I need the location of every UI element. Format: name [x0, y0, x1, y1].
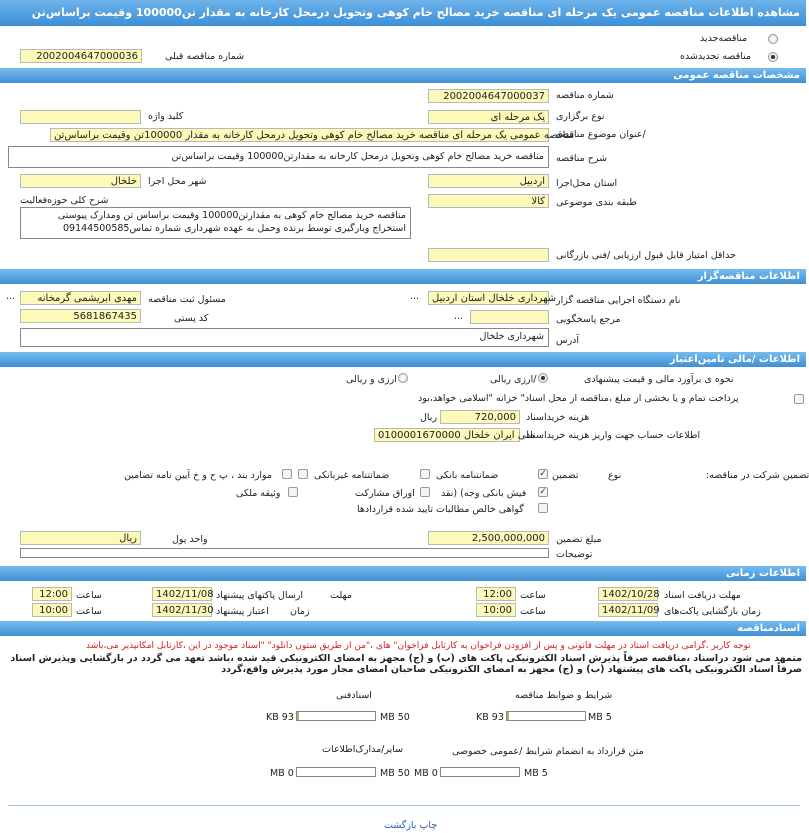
receive-date-field[interactable]: 1402/10/28 — [598, 587, 658, 601]
organization-field[interactable]: شهرداری خلخال استان اردبیل — [428, 291, 549, 305]
other-guarantee-label: موارد بند ، پ ح و خ آیین نامه تضامین — [124, 470, 273, 481]
tender-type-label: نوع برگزاری — [556, 111, 605, 122]
validity-label-b: اعتبار پیشنهاد — [216, 606, 269, 617]
currency-field[interactable]: ریال — [20, 531, 141, 545]
conditions-label: شرایط و ضوابط مناقصه — [515, 690, 613, 701]
footer-links — [384, 820, 437, 832]
city-field[interactable]: خلخال — [20, 174, 141, 188]
opening-time-field[interactable]: 10:00 — [476, 603, 516, 617]
technical-docs-progress-fill — [297, 712, 299, 720]
other-docs-progress — [296, 767, 376, 777]
validity-time-field[interactable]: 10:00 — [32, 603, 72, 617]
tender-type-field[interactable]: یک مرحله ای — [428, 110, 549, 124]
registrar-ellipsis[interactable]: ... — [6, 291, 16, 302]
tender-number-field[interactable]: 2002004647000037 — [428, 89, 549, 103]
postal-code-field[interactable]: 5681867435 — [20, 309, 141, 323]
cert-label: گواهی خالص مطالبات تایید شده قراردادها — [357, 504, 524, 515]
technical-docs-max: 50 MB — [380, 712, 410, 723]
guarantee-amount-label: مبلغ تضمین — [556, 534, 602, 545]
tazmin-label: تضمین — [552, 470, 579, 481]
subject-label: /عنوان موضوع مناقصه — [556, 129, 646, 140]
category-label: طبقه بندی موضوعی — [556, 197, 637, 208]
keyword-label: کلید واژه — [148, 111, 184, 122]
currency-label: واحد پول — [172, 534, 208, 545]
address-label: آدرس — [556, 335, 580, 346]
conditions-progress — [506, 711, 586, 721]
other-docs-max: 50 MB — [380, 768, 410, 779]
activity-scope-field[interactable]: مناقصه خرید مصالح خام کوهی به مقدارتن100000 وقیمت براساس تن ومدارک پیوستی استخراج وبارگیری توسط برنده وحمل به عهده شهرداری شماره تماس09144500585 — [20, 207, 411, 239]
technical-docs-size: 93 KB — [266, 712, 294, 723]
doc-price-unit: ریال — [420, 412, 438, 423]
signature-note: متمهد می شود دراسناد ،مناقصه صرفاً پذیرش اسناد الکترونیکی پاکت های (ب) و (ج) مجهز به امضای الکترونیکی قید شده ،باشد تعهد می گردد در بازگشایی وپذیرش اسناد صرفاً اسناد الکترونیکی پاکت های پیشنهاد (ب) و (ج) مجهز به امضای الکترونیکی صاحبان امضای مجاز مورد پذیرش واقع،گردد — [10, 653, 802, 675]
cert-checkbox[interactable] — [538, 503, 548, 513]
send-time-field[interactable]: 12:00 — [32, 587, 72, 601]
send-deadline-label-a: مهلت — [330, 590, 352, 601]
opening-label: زمان بازگشایی پاکت‌های — [664, 606, 761, 617]
send-time-word: ساعت — [76, 590, 102, 601]
conditions-max: 5 MB — [588, 712, 612, 723]
radio-rial[interactable] — [538, 373, 548, 383]
send-deadline-label-b: ارسال پاکتهای پیشنهاد — [216, 590, 304, 601]
validity-time-word: ساعت — [76, 606, 102, 617]
reference-label: مرجع پاسخگویی — [556, 314, 621, 325]
window-title: مشاهده اطلاعات مناقصه عمومی یک مرحله ای مناقصه خرید مصالح خام کوهی وتحویل درمحل کارخانه به مقدار تن100000 وقیمت براساس‌تن — [0, 0, 806, 26]
rial-option-label: /ارزی ریالی — [490, 374, 537, 385]
send-date-field[interactable]: 1402/11/08 — [152, 587, 212, 601]
description-label: شرح مناقصه — [556, 153, 608, 164]
other-guarantee-checkbox[interactable] — [282, 469, 292, 479]
reference-ellipsis[interactable]: ... — [454, 311, 464, 322]
province-label: استان محل‌اجرا — [556, 178, 618, 189]
section-documents-header: اسنادمناقصه — [0, 621, 806, 636]
fx-option-label: ارزی و ریالی — [346, 374, 397, 385]
organization-label: نام دستگاه اجرایی مناقصه گزار — [556, 295, 681, 306]
conditions-size: 93 KB — [476, 712, 504, 723]
documents-note: توجه کاربر ،گرامی دریافت اسناد در مهلت قانونی و پس از افزودن فراخوان به کارتابل فراخوان" های ،"من از طریق ستون دانلود" "اسناد موجود در این ،کارتابل امکانپذیر می،باشد — [86, 641, 751, 651]
account-label: اطلاعات حساب جهت واریز هزینه خرید‌اسناد — [526, 430, 701, 441]
keyword-field[interactable] — [20, 110, 141, 124]
cash-label: فیش بانکی وجه) (نقد — [441, 488, 527, 499]
section-organizer-header: اطلاعات مناقصه‌گزار — [0, 269, 806, 284]
treasury-note: پرداخت تمام و یا بخشی از مبلغ ،مناقصه از محل اسناد" خزانه "اسلامی خواهد،بود — [418, 393, 739, 404]
bonds-checkbox[interactable] — [420, 487, 430, 497]
radio-renewed-tender[interactable] — [768, 52, 778, 62]
section-general-header: مشخصات مناقصه عمومی — [0, 68, 806, 83]
radio-new-tender[interactable] — [768, 34, 778, 44]
cash-checkbox[interactable]: ✓ — [539, 487, 547, 497]
contract-label: متن قرارداد به انضمام شرایط /عمومی خصوصی — [452, 746, 644, 757]
tazmin-checkbox[interactable]: ✓ — [539, 469, 547, 479]
guarantee-label: تضمین شرکت در مناقصه: — [706, 470, 809, 481]
prev-number-label: شماره مناقصه قبلی — [165, 51, 245, 62]
back-link[interactable]: بازگشت — [384, 820, 417, 831]
estimate-method-label: نحوه ی برآورد مالی و قیمت پیشنهادی — [584, 374, 734, 385]
bank-guarantee-label: ضمانتنامه بانکی — [436, 470, 499, 481]
section-finance-header: اطلاعات /مالی تامین‌اعتبار — [0, 352, 806, 367]
receive-deadline-label: مهلت دریافت اسناد — [664, 590, 741, 601]
subject-field[interactable]: مناقصه عمومی یک مرحله ای مناقصه خرید مصالح خام کوهی وتحویل درمحل کارخانه به مقدار 100000تن وقیمت براساس‌تن — [50, 128, 549, 142]
province-field[interactable]: اردبیل — [428, 174, 549, 188]
treasury-checkbox[interactable] — [794, 394, 804, 404]
notes-field[interactable] — [20, 548, 549, 558]
receive-time-field[interactable]: 12:00 — [476, 587, 516, 601]
print-link[interactable]: چاپ — [419, 820, 438, 831]
category-field[interactable]: کالا — [428, 194, 549, 208]
activity-scope-label: شرح کلی حوزه‌فعالیت — [20, 195, 109, 206]
other-docs-label: سایر/مدارک‌اطلاعات — [322, 744, 404, 755]
section-timing-header: اطلاعات زمانی — [0, 566, 806, 581]
opening-time-word: ساعت — [520, 606, 546, 617]
contract-size: 0 MB — [414, 768, 438, 779]
address-field[interactable]: شهرداری خلخال — [20, 328, 549, 347]
new-tender-label: مناقصه‌جدید — [700, 33, 748, 44]
validity-date-field[interactable]: 1402/11/30 — [152, 603, 212, 617]
tender-number-label: شماره مناقصه — [556, 90, 614, 101]
contract-max: 5 MB — [524, 768, 548, 779]
property-checkbox[interactable] — [288, 487, 298, 497]
footer-divider — [8, 805, 800, 806]
description-field[interactable]: مناقصه خرید مصالح خام کوهی وتحویل درمحل کارخانه به مقدارتن100000 وقیمت براساس‌تن — [8, 146, 549, 168]
min-score-field[interactable] — [428, 248, 549, 262]
city-label: شهر محل اجرا — [148, 176, 207, 187]
receive-time-word: ساعت — [520, 590, 546, 601]
other-docs-size: 0 MB — [270, 768, 294, 779]
registrar-field[interactable]: مهدی ابریشمی گرمخانه — [20, 291, 141, 305]
technical-docs-progress — [296, 711, 376, 721]
guarantee-amount-field[interactable]: 2,500,000,000 — [428, 531, 549, 545]
bank-guarantee-checkbox[interactable] — [420, 469, 430, 479]
technical-docs-label: اسنادفنی — [336, 690, 372, 701]
bonds-label: اوراق مشارکت — [355, 488, 415, 499]
conditions-progress-fill — [507, 712, 509, 720]
postal-code-label: کد پستی — [174, 313, 209, 324]
validity-label-a: زمان — [290, 606, 310, 617]
property-label: وثیقه ملکی — [236, 488, 281, 499]
registrar-label: مسئول ثبت مناقصه — [148, 294, 226, 305]
nonbank-guarantee-checkbox[interactable] — [298, 469, 308, 479]
radio-fx-rial[interactable] — [398, 373, 408, 383]
notes-label: توضیحات — [556, 549, 593, 560]
min-score-label: حداقل امتیاز قابل قبول ارزیابی /فنی بازرگانی — [556, 250, 736, 261]
guarantee-type-word: نوع — [608, 470, 622, 481]
prev-number-field[interactable]: 2002004647000036 — [20, 49, 142, 63]
opening-date-field[interactable]: 1402/11/09 — [598, 603, 658, 617]
organization-ellipsis[interactable]: ... — [410, 291, 420, 302]
account-field[interactable]: ملی ایران خلخال 0100001670000 — [374, 428, 520, 442]
contract-progress — [440, 767, 520, 777]
reference-field[interactable] — [470, 310, 549, 324]
nonbank-guarantee-label: ضمانتنامه غیربانکی — [314, 470, 390, 481]
doc-price-field[interactable]: 720,000 — [440, 410, 520, 424]
renewed-tender-label: مناقصه تجدیدشده — [680, 51, 752, 62]
doc-price-label: هزینه خرید‌اسناد — [526, 412, 590, 423]
